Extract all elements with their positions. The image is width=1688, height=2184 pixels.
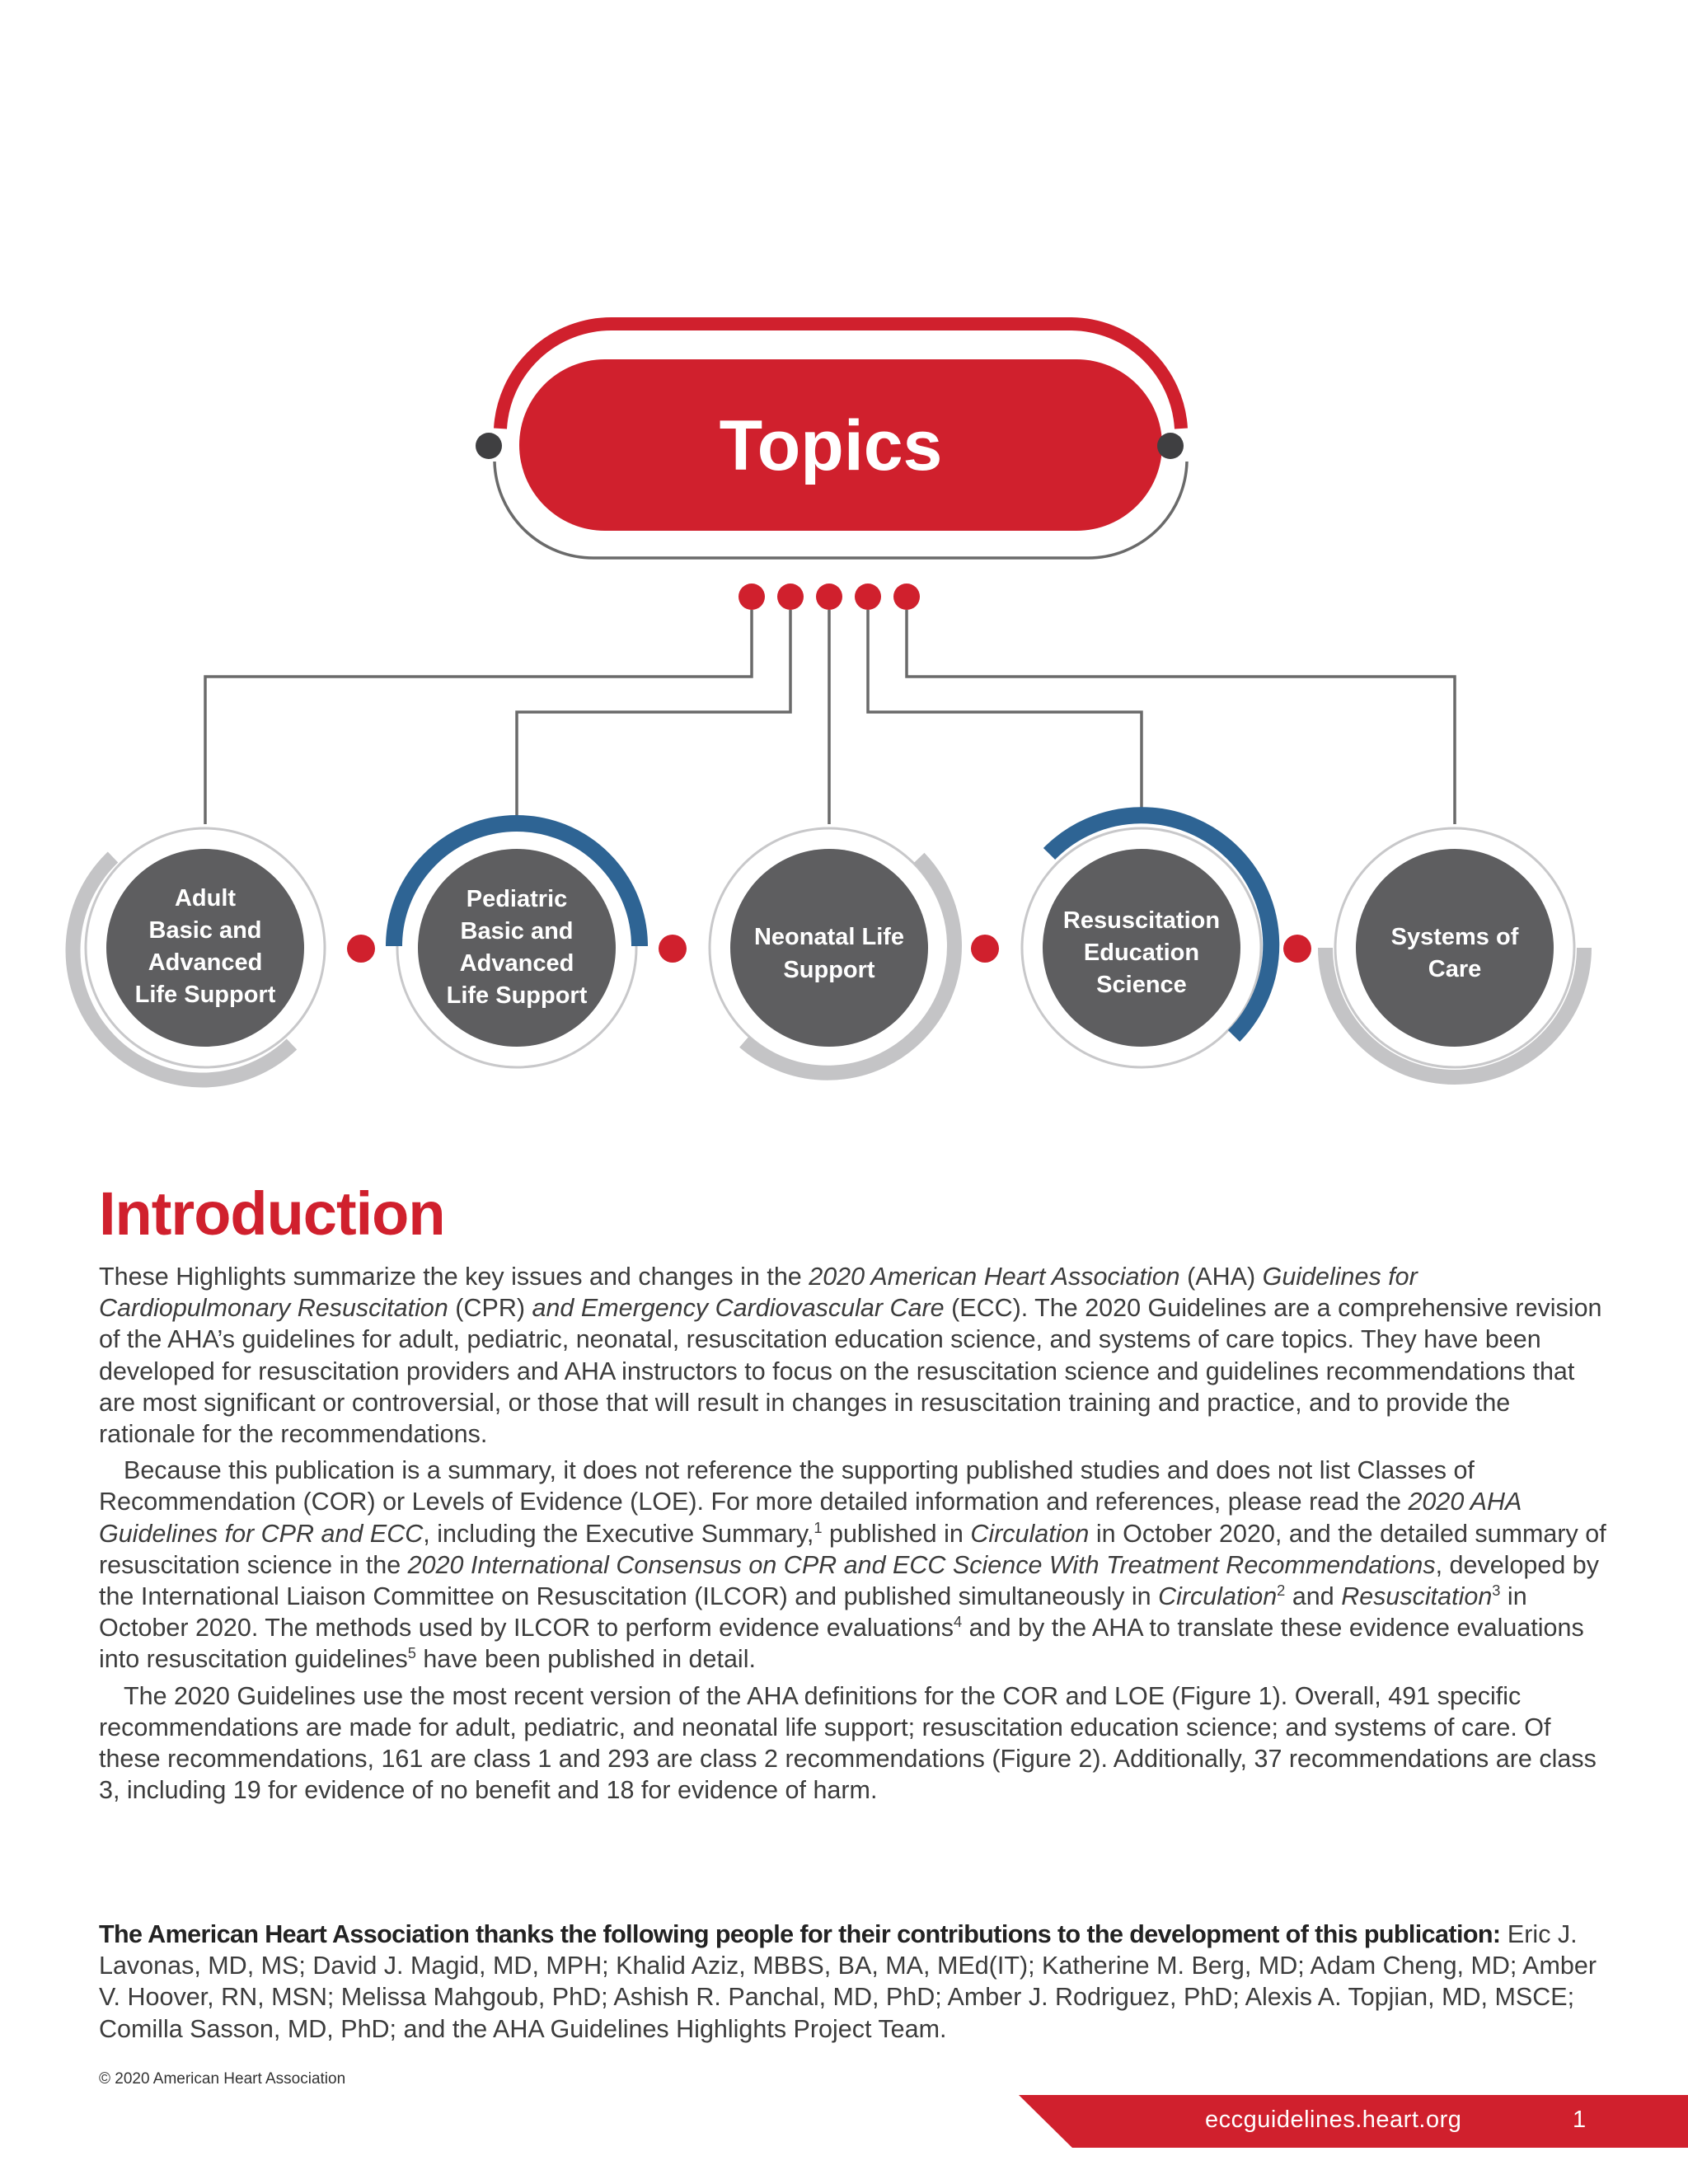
node-label-line: Adult <box>174 885 237 912</box>
text-run: and by the AHA to translate these evidence evaluations into resuscitation guidelines <box>99 1614 1584 1674</box>
copyright: © 2020 American Heart Association <box>99 2070 346 2088</box>
text-run: (ECC). The 2020 Guidelines are a comprehensive revision of the AHA’s guidelines for adult, pediatric, neonatal, resuscitation education science, and systems of care topics. They have been developed for resuscitation providers and AHA instructors to focus on the resuscitation science and guidelines recommendations that are most significant or controversial, or those that will result in changes in resuscitation training and practice, and to provide the rationale for the recommendations. <box>99 1294 1602 1449</box>
node-label-line: Neonatal Life <box>753 924 905 950</box>
intro-paragraph-3: The 2020 Guidelines use the most recent version of the AHA definitions for the COR and LOE (Figure 1). Overall, 491 specific recommendations are made for adult, pediatric, and neonatal life support; resuscitation education science; and systems of care. Of these recommendations, 161 are class 1 and 293 are class 2 recommendations (Figure 2). Additionally, 37 recommendations are class 3, including 19 for evidence of no benefit and 18 for evidence of harm. <box>99 1681 1597 1805</box>
intro-paragraph-2 <box>99 1455 1607 1675</box>
text-run: (AHA) <box>1179 1263 1263 1291</box>
connector-line <box>907 610 1455 824</box>
node-label-line: Life Support <box>134 982 276 1008</box>
node-label-line: Basic and <box>148 917 262 944</box>
text-run: in October 2020. The methods used by ILCOR to perform evidence evaluations <box>99 1582 1527 1643</box>
intro-paragraph-1 <box>99 1261 1607 1450</box>
topic-node-neonatal <box>710 828 954 1073</box>
topics-right-dot <box>1157 433 1184 459</box>
connector-dots <box>738 583 920 610</box>
node-label-line: Pediatric <box>466 886 568 912</box>
italic-run: and Emergency Cardiovascular Care <box>532 1294 945 1323</box>
connector-line <box>517 610 790 820</box>
topics-title: Topics <box>719 406 943 485</box>
text-run: , including the Executive Summary, <box>423 1519 814 1548</box>
connector-dot <box>777 583 804 610</box>
text-run: These Highlights summarize the key issues and changes in the <box>99 1263 809 1291</box>
text-run: , developed by the International Liaison Committee on Resuscitation (ILCOR) and published simultaneously in <box>99 1550 1599 1611</box>
node-label-line: Education <box>1083 940 1200 966</box>
reference-number: 1 <box>814 1518 823 1536</box>
node-core <box>418 849 616 1047</box>
reference-number: 2 <box>1277 1581 1286 1599</box>
italic-run: 2020 International Consensus on CPR and ECC Science With Treatment Recommendations <box>407 1550 1436 1579</box>
introduction-heading: Introduction <box>99 1179 445 1248</box>
node-label-line: Advanced <box>148 949 263 976</box>
reference-number: 3 <box>1492 1581 1501 1599</box>
topic-node-systems <box>1325 828 1584 1077</box>
acknowledgment-names: Eric J. Lavonas, MD, MS; David J. Magid, MD, MPH; Khalid Aziz, MBBS, BA, MA, MEd(IT); Katherine M. Berg, MD; Adam Cheng, MD; Amber V. Hoover, RN, MSN; Melissa Mahgoub, PhD; Ashish R. Panchal, MD, PhD; Amber J. Rodriguez, PhD; Alexis A. Topjian, MD, MSCE; Comilla Sasson, MD, PhD; and the AHA Guidelines Highlights Project Team. <box>99 1920 1597 2043</box>
topics-left-dot <box>476 433 502 459</box>
italic-run: Guidelines for Cardiopulmonary Resuscitation <box>99 1263 1418 1323</box>
connector-line <box>868 610 1142 820</box>
topic-node-education <box>1022 815 1271 1067</box>
page-number: 1 <box>1573 2107 1587 2133</box>
separator-dot <box>1283 935 1311 963</box>
text-run: published in <box>822 1519 971 1548</box>
introduction-body <box>99 1261 1607 1811</box>
separator-dot <box>971 935 999 963</box>
separator-dot <box>659 935 687 963</box>
text-run: in October 2020, and the detailed summary of resuscitation science in the <box>99 1519 1606 1579</box>
text-run: (CPR) <box>448 1294 532 1323</box>
acknowledgment <box>99 1919 1607 2045</box>
topic-node-adult <box>73 828 325 1080</box>
reference-number: 5 <box>407 1644 416 1662</box>
topics-header <box>476 324 1187 558</box>
node-label-line: Care <box>1428 956 1482 982</box>
footer-url[interactable]: eccguidelines.heart.org <box>1205 2107 1462 2133</box>
node-label-line: Resuscitation <box>1062 907 1221 934</box>
text-run: and <box>1285 1582 1342 1611</box>
italic-run: Resuscitation <box>1341 1582 1493 1611</box>
topic-node-pediatric <box>394 823 640 1067</box>
node-label-line: Life Support <box>446 982 588 1009</box>
italic-run: 2020 AHA Guidelines for CPR and ECC <box>99 1488 1522 1548</box>
acknowledgment-lead: The American Heart Association thanks the following people for their contributions to the development of this publication: <box>99 1920 1501 1948</box>
node-label-line: Support <box>783 957 875 983</box>
italic-run: Circulation <box>970 1519 1090 1548</box>
connector-line <box>205 610 752 824</box>
text-run: Because this publication is a summary, it does not reference the supporting published studies and does not list Classes of Recommendation (COR) or Levels of Evidence (LOE). For more detailed information and references, please read the <box>99 1456 1475 1516</box>
node-label-line: Basic and <box>460 918 574 944</box>
italic-run: 2020 American Heart Association <box>809 1263 1180 1291</box>
connector-dot <box>738 583 765 610</box>
node-label-line: Science <box>1096 972 1187 998</box>
text-run: have been published in detail. <box>415 1645 756 1674</box>
node-label-line: Advanced <box>459 950 574 977</box>
connector-dot <box>816 583 842 610</box>
reference-number: 4 <box>954 1613 963 1631</box>
connector-dot <box>855 583 881 610</box>
connector-dot <box>893 583 920 610</box>
connector-lines <box>205 610 1455 824</box>
separator-dot <box>347 935 375 963</box>
node-label-line: Systems of <box>1390 924 1519 950</box>
node-core <box>106 849 304 1047</box>
italic-run: Circulation <box>1158 1582 1278 1611</box>
